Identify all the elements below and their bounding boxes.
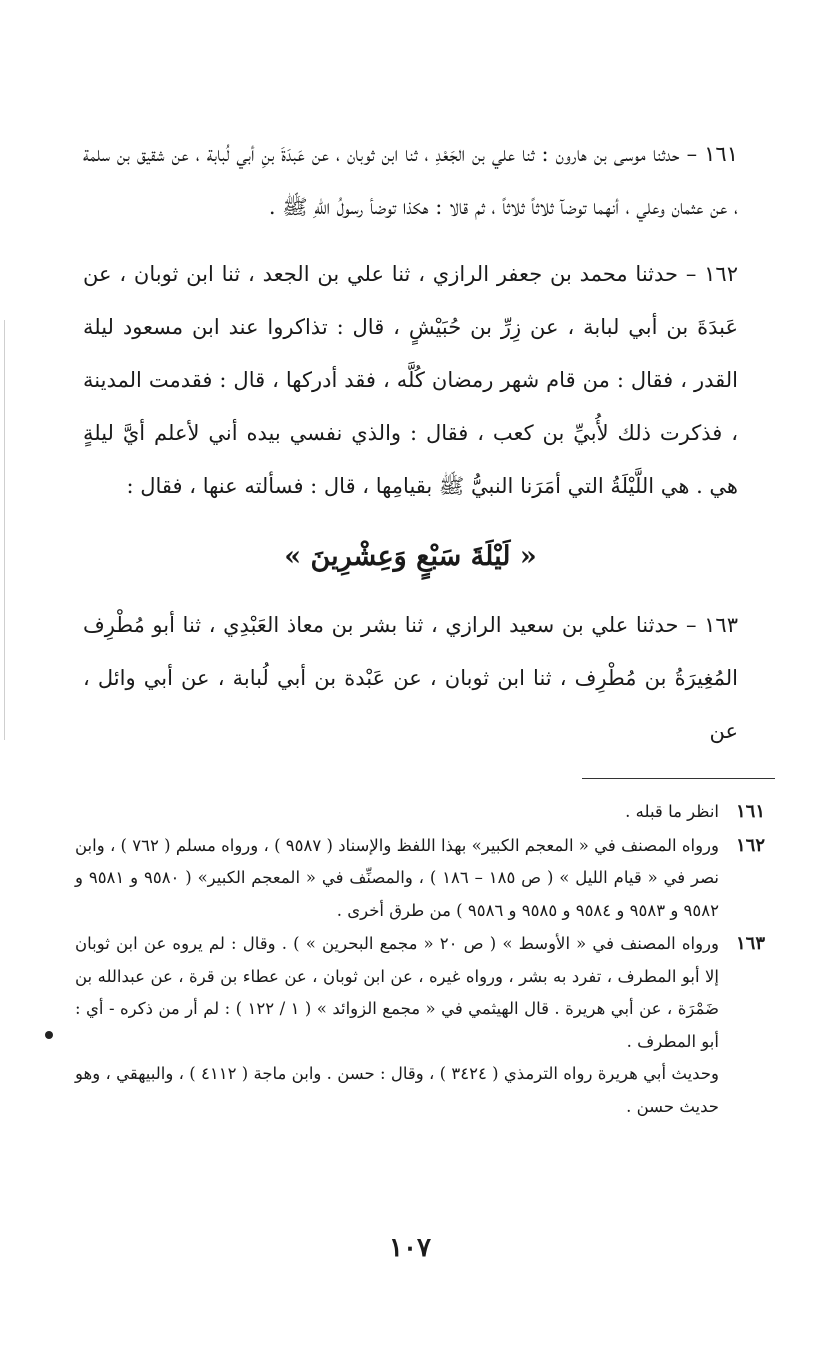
page-number: ١٠٧	[389, 1233, 431, 1263]
footnote-text: انظر ما قبله .	[625, 802, 719, 821]
footnote-text: وحديث أبي هريرة رواه الترمذي ( ٣٤٢٤ ) ، وقال : حسن . وابن ماجة ( ٤١١٢ ) ، والبيهقي ، وهو حديث حسن .	[75, 1064, 720, 1116]
hadith-161: ١٦١ – حدثنا موسى بن هارون : ثنا علي بن الجَعْدِ ، ثنا ابن ثوبان ، عن عَبدَةَ بنِ أبي لُبابة ، عن شقيق بن سلمة ، عن عثمان وعلي ، أنهما توضآ ثلاثاً ثلاثاً ، ثم قالا : هكذا توضأ رسولُ اللهِ ﷺ .	[83, 142, 738, 219]
footnote-separator	[582, 778, 775, 779]
main-text	[83, 128, 738, 772]
footnotes	[75, 796, 765, 1124]
hadith-quote: « لَيْلَةَ سَبْعٍ وَعِشْرِينَ »	[284, 541, 537, 572]
footnote-163	[75, 928, 765, 1123]
footnote-text: ورواه المصنف في « المعجم الكبير» بهذا اللفظ والإسناد ( ٩٥٨٧ ) ، ورواه مسلم ( ٧٦٢ ) ، وابن نصر في « قيام الليل » ( ص ١٨٥ – ١٨٦ ) ، والمصنِّف في « المعجم الكبير» ( ٩٥٨٠ و ٩٥٨١ و ٩٥٨٢ و ٩٥٨٣ و ٩٥٨٤ و ٩٥٨٥ و ٩٥٨٦ ) من طرق أخرى .	[75, 835, 720, 920]
hadith-162: ١٦٢ – حدثنا محمد بن جعفر الرازي ، ثنا علي بن الجعد ، ثنا ابن ثوبان ، عن عَبدَةَ بن أبي لبابة ، عن زِرِّ بن حُبَيْشٍ ، قال : تذاكروا عند ابن مسعود ليلة القدر ، فقال : من قام شهر رمضان كُلَّه ، فقد أدركها ، قال : فقدمت المدينة ، فذكرت ذلك لأُبيِّ بن كعب ، فقال : والذي نفسي بيده أني لأعلم أيَّ ليلةٍ هي . هي اللَّيْلَةُ التي أمَرَنا النبيُّ ﷺ بقيامِها ، قال : فسألته عنها ، فقال :	[83, 262, 738, 498]
footnote-161	[75, 796, 765, 829]
footnote-number: ١٦٢	[735, 834, 765, 856]
footnote-body	[75, 928, 719, 1123]
footnote-body	[75, 796, 719, 829]
footnote-number: ١٦١	[735, 801, 765, 822]
footnote-162	[75, 830, 765, 928]
footnote-text: ورواه المصنف في « الأوسط » ( ص ٢٠ « مجمع البحرين » ) . وقال : لم يروه عن ابن ثوبان إلا أبو المطرف ، تفرد به بشر ، ورواه غيره ، عن ابن ثوبان ، عن عطاء بن قرة ، عن عبدالله بن ضَمْرَة ، عن أبي هريرة . قال الهيثمي في « مجمع الزوائد » ( ١ / ١٢٢ ) : لم أر من ذكره - أي : أبو المطرف .	[75, 934, 719, 1051]
bullet-dot-icon	[45, 1031, 53, 1039]
page-edge-line	[4, 320, 5, 740]
footnote-number: ١٦٣	[735, 933, 765, 954]
footnote-body	[75, 830, 719, 928]
hadith-163: ١٦٣ – حدثنا علي بن سعيد الرازي ، ثنا بشر بن معاذ العَبْدِي ، ثنا أبو مُطْرِف المُغِيرَةُ بن مُطْرِف ، ثنا ابن ثوبان ، عن عَبْدة بن أبي لُبابة ، عن أبي وائل ، عن	[83, 613, 738, 743]
